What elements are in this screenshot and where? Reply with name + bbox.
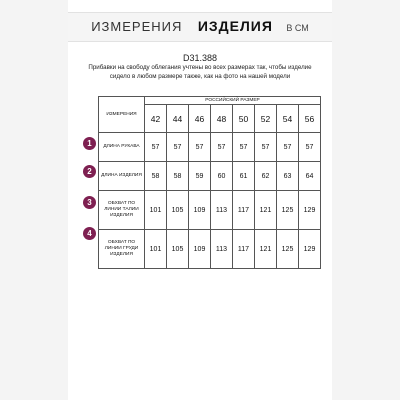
row-label: ОБХВАТ ПО ЛИНИИ ТАЛИИ ИЗДЕЛИЯ: [99, 191, 145, 230]
row-number-badge: 3: [83, 196, 96, 209]
size-header: 48: [211, 105, 233, 133]
size-chart-page: [68, 0, 332, 400]
title-measurements: ИЗМЕРЕНИЯ: [91, 19, 183, 34]
size-header: 52: [255, 105, 277, 133]
table-cell: 57: [299, 133, 321, 162]
table-cell: 58: [145, 162, 167, 191]
table-cell: 64: [299, 162, 321, 191]
row-label: ДЛИНА ИЗДЕЛИЯ: [99, 162, 145, 191]
table-cell: 117: [233, 191, 255, 230]
table-row: [99, 191, 321, 230]
row-number-badge: 4: [83, 227, 96, 240]
table-cell: 109: [189, 191, 211, 230]
row-label: ДЛИНА РУКАВА: [99, 133, 145, 162]
table-cell: 57: [145, 133, 167, 162]
table-cell: 113: [211, 191, 233, 230]
article-code: D31.388: [182, 53, 218, 63]
table-cell: 101: [145, 191, 167, 230]
title-units: В СМ: [286, 23, 309, 33]
table-cell: 63: [277, 162, 299, 191]
table-cell: 129: [299, 191, 321, 230]
table-cell: 109: [189, 230, 211, 269]
title-garment: ИЗДЕЛИЯ: [197, 18, 273, 34]
size-header: 46: [189, 105, 211, 133]
table-cell: 57: [167, 133, 189, 162]
table-cell: 125: [277, 191, 299, 230]
table-cell: 60: [211, 162, 233, 191]
size-header: 42: [145, 105, 167, 133]
table-cell: 117: [233, 230, 255, 269]
fit-note: Прибавки на свободу облегания учтены во всех размерах так, чтобы изделие сидело в любом размере также, как на фото на нашей модели: [88, 64, 312, 80]
corner-header: ИЗМЕРЕНИЯ: [99, 97, 145, 133]
row-number-badge: 2: [83, 165, 96, 178]
table-cell: 129: [299, 230, 321, 269]
table-cell: 57: [211, 133, 233, 162]
size-table: [98, 96, 321, 269]
table-cell: 58: [167, 162, 189, 191]
size-header: 54: [277, 105, 299, 133]
table-cell: 57: [277, 133, 299, 162]
table-cell: 62: [255, 162, 277, 191]
table-cell: 57: [255, 133, 277, 162]
table-cell: 121: [255, 230, 277, 269]
size-header: 56: [299, 105, 321, 133]
size-header: 44: [167, 105, 189, 133]
row-label: ОБХВАТ ПО ЛИНИИ ГРУДИ ИЗДЕЛИЯ: [99, 230, 145, 269]
table-cell: 59: [189, 162, 211, 191]
table-cell: 121: [255, 191, 277, 230]
table-row: [99, 133, 321, 162]
table-cell: 61: [233, 162, 255, 191]
table-row: [99, 230, 321, 269]
row-number-badge: 1: [83, 137, 96, 150]
table-cell: 125: [277, 230, 299, 269]
table-cell: 101: [145, 230, 167, 269]
table-row: [99, 162, 321, 191]
page-title: [68, 18, 332, 36]
table-cell: 113: [211, 230, 233, 269]
header-bar: [68, 12, 332, 42]
table-cell: 105: [167, 230, 189, 269]
size-header: 50: [233, 105, 255, 133]
table-cell: 57: [189, 133, 211, 162]
table-cell: 105: [167, 191, 189, 230]
table-cell: 57: [233, 133, 255, 162]
group-header: РОССИЙСКИЙ РАЗМЕР: [145, 97, 321, 105]
